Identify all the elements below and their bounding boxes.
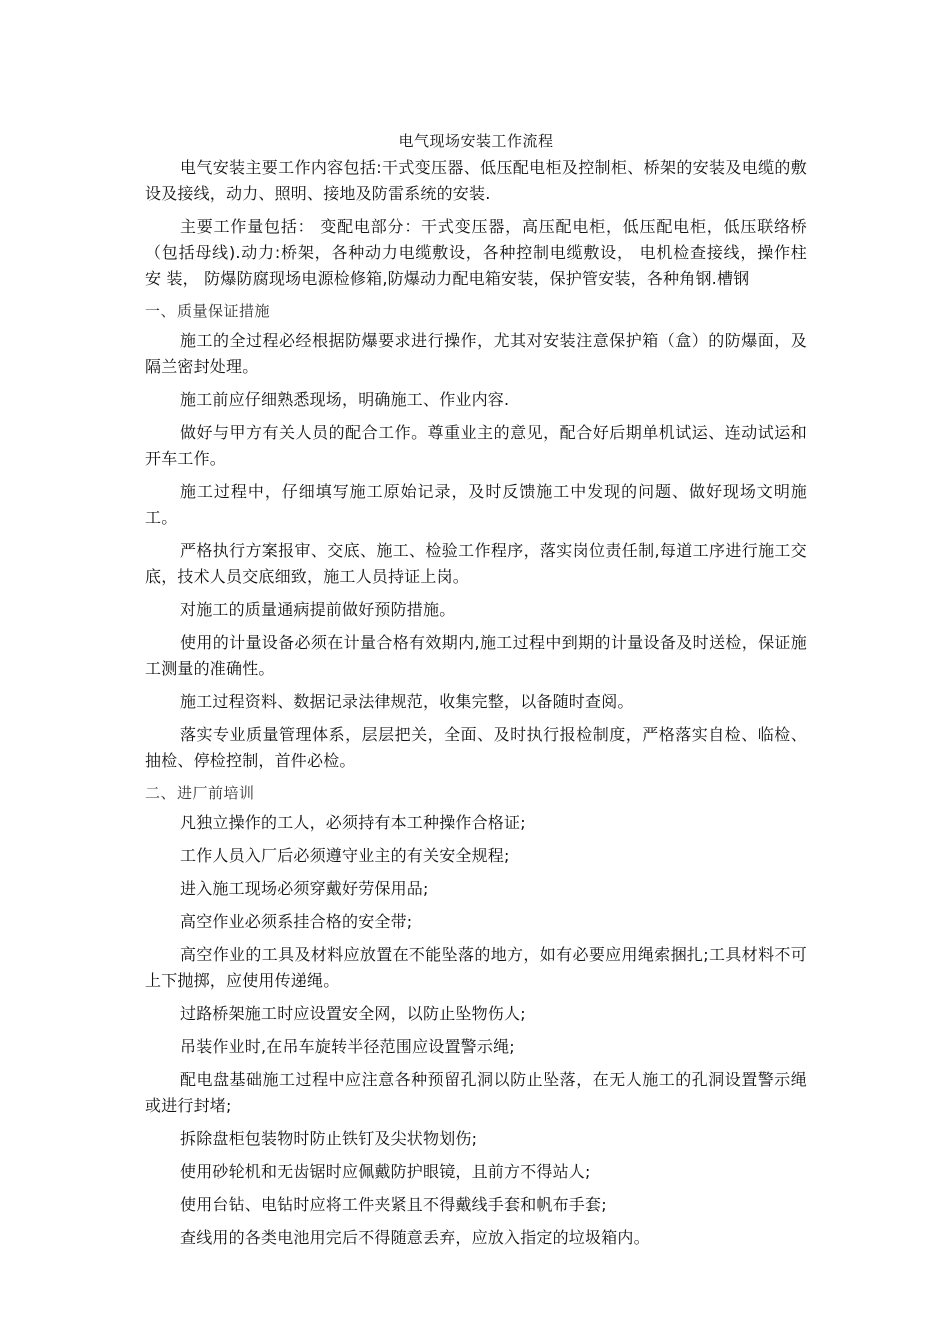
section-number: 二、 [145, 784, 177, 802]
list-item: 过路桥架施工时应设置安全网，以防止坠物伤人; [180, 1004, 526, 1023]
intro-paragraph: 主要工作量包括： 变配电部分：干式变压器，高压配电柜，低压配电柜，低压联络桥（包括母线).动力:桥架，各种动力电缆敷设，各种控制电缆敷设， 电机检查接线，操作柱 安 装， 防爆防腐现场电源检修箱,防爆动力配电箱安装，保护管安装，各种角钢.槽钢 [145, 217, 840, 288]
list-item: 施工过程中，仔细填写施工原始记录，及时反馈施工中发现的问题、做好现场文明施工。 [145, 482, 807, 527]
section-title: 质量保证措施 [177, 302, 271, 320]
list-item: 使用的计量设备必须在计量合格有效期内,施工过程中到期的计量设备及时送检，保证施工测量的准确性。 [145, 633, 807, 678]
section-heading [145, 781, 807, 805]
list-item: 施工前应仔细熟悉现场，明确施工、作业内容. [180, 390, 510, 409]
list-item: 凡独立操作的工人，必须持有本工种操作合格证; [180, 813, 526, 832]
intro-paragraph: 电气安装主要工作内容包括:干式变压器、低压配电柜及控制柜、桥架的安装及电缆的敷设及接线，动力、照明、接地及防雷系统的安装. [145, 158, 807, 203]
list-item: 查线用的各类电池用完后不得随意丢弃，应放入指定的垃圾箱内。 [180, 1228, 650, 1247]
list-item: 配电盘基础施工过程中应注意各种预留孔洞以防止坠落，在无人施工的孔洞设置警示绳或进行封堵; [145, 1070, 807, 1115]
list-item: 吊装作业时,在吊车旋转半径范围应设置警示绳; [180, 1037, 515, 1056]
list-item: 施工的全过程必经根据防爆要求进行操作，尤其对安装注意保护箱（盒）的防爆面，及隔兰密封处理。 [145, 331, 807, 376]
list-item: 使用砂轮机和无齿锯时应佩戴防护眼镜，且前方不得站人; [180, 1162, 591, 1181]
section-number: 一、 [145, 302, 177, 320]
list-item: 工作人员入厂后必须遵守业主的有关安全规程; [180, 846, 510, 865]
list-item: 使用台钻、电钻时应将工件夹紧且不得戴线手套和帆布手套; [180, 1195, 607, 1214]
section-heading [145, 299, 807, 323]
list-item: 高空作业必须系挂合格的安全带; [180, 912, 413, 931]
list-item: 高空作业的工具及材料应放置在不能坠落的地方，如有必要应用绳索捆扎;工具材料不可上下抛掷，应使用传递绳。 [145, 945, 807, 990]
document-body [145, 130, 840, 1258]
section-title: 进厂前培训 [177, 784, 255, 802]
list-item: 施工过程资料、数据记录法律规范，收集完整，以备随时查阅。 [180, 692, 634, 711]
list-item: 拆除盘柜包装物时防止铁钉及尖状物划伤; [180, 1129, 478, 1148]
document-title: 电气现场安装工作流程 [398, 132, 554, 150]
list-item: 落实专业质量管理体系，层层把关，全面、及时执行报检制度，严格落实自检、临检、抽检、停检控制，首件必检。 [145, 725, 807, 770]
list-item: 严格执行方案报审、交底、施工、检验工作程序，落实岗位责任制,每道工序进行施工交底，技术人员交底细致，施工人员持证上岗。 [145, 541, 807, 586]
list-item: 对施工的质量通病提前做好预防措施。 [180, 600, 456, 619]
list-item: 进入施工现场必须穿戴好劳保用品; [180, 879, 429, 898]
list-item: 做好与甲方有关人员的配合工作。尊重业主的意见，配合好后期单机试运、连动试运和开车工作。 [145, 423, 807, 468]
